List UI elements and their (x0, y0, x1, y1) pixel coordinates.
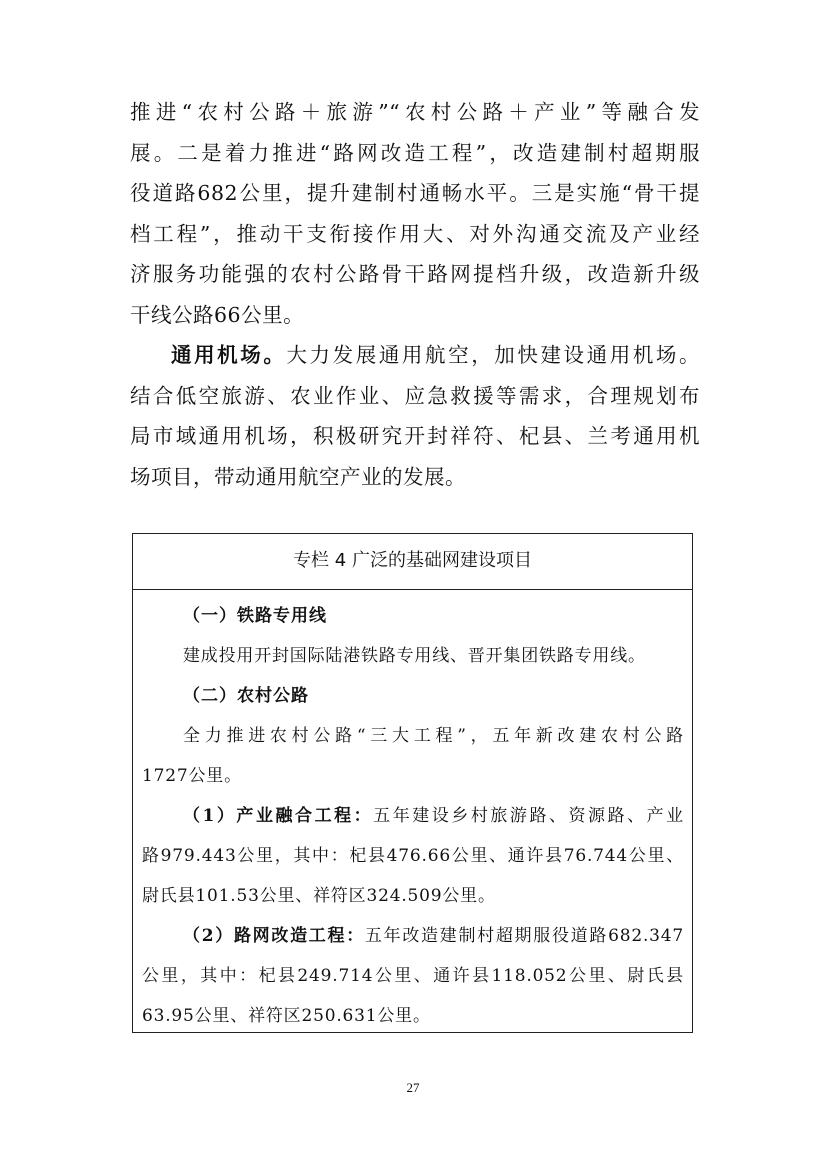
box-text-line (142, 916, 684, 956)
box-text-line: 1727公里。 (142, 766, 242, 786)
box-text-line: 建成投用开封国际陆港铁路专用线、晋开集团铁路专用线。 (183, 646, 646, 666)
text-line: 济服务功能强的农村公路骨干路网提档升级，改造新升级 (130, 262, 700, 286)
box-text-line (142, 796, 684, 836)
box-text-line: 尉氏县101.53公里、祥符区324.509公里。 (142, 886, 496, 906)
text-run: 大力发展通用航空，加快建设通用机场。 (286, 343, 701, 367)
item-label: （1）产业融合工程： (183, 806, 374, 826)
text-line: 展。二是着力推进“路网改造工程”，改造建制村超期服 (130, 140, 700, 165)
subheading-rural-roads: （二）农村公路 (183, 686, 309, 706)
box-text-line: 全力推进农村公路“三大工程”，五年新改建农村公路 (183, 726, 684, 746)
text-line: 役道路682公里，提升建制村通畅水平。三是实施“骨干提 (130, 181, 700, 205)
text-line: 局市域通用机场，积极研究开封祥符、杞县、兰考通用机 (130, 424, 700, 448)
box-text-line: 路979.443公里，其中：杞县476.66公里、通许县76.744公里、 (142, 846, 684, 866)
text-line: 结合低空旅游、农业作业、应急救援等需求，合理规划布 (130, 383, 700, 408)
subheading-railway: （一）铁路专用线 (183, 606, 327, 626)
section-heading-airport: 通用机场。 (171, 343, 287, 367)
project-box (132, 533, 693, 1033)
box-title: 专栏 4 广泛的基础网建设项目 (133, 534, 692, 590)
text-run: 五年改造建制村超期服役道路682.347 (364, 926, 684, 946)
text-line (130, 335, 700, 376)
text-run: 五年建设乡村旅游路、资源路、产业 (373, 806, 684, 826)
box-text-line: 公里，其中：杞县249.714公里、通许县118.052公里、尉氏县 (142, 966, 684, 986)
page-number: 27 (406, 1080, 420, 1095)
text-line: 推进“农村公路＋旅游”“农村公路＋产业”等融合发 (130, 100, 700, 124)
box-body (133, 590, 692, 1036)
box-text-line: 63.95公里、祥符区250.631公里。 (142, 1006, 431, 1026)
item-label: （2）路网改造工程： (183, 926, 365, 946)
text-line: 场项目，带动通用航空产业的发展。 (130, 464, 466, 489)
text-line: 干线公路66公里。 (130, 302, 305, 327)
text-line: 档工程”，推动干支衔接作用大、对外沟通交流及产业经 (130, 221, 700, 246)
body-text (130, 92, 700, 497)
